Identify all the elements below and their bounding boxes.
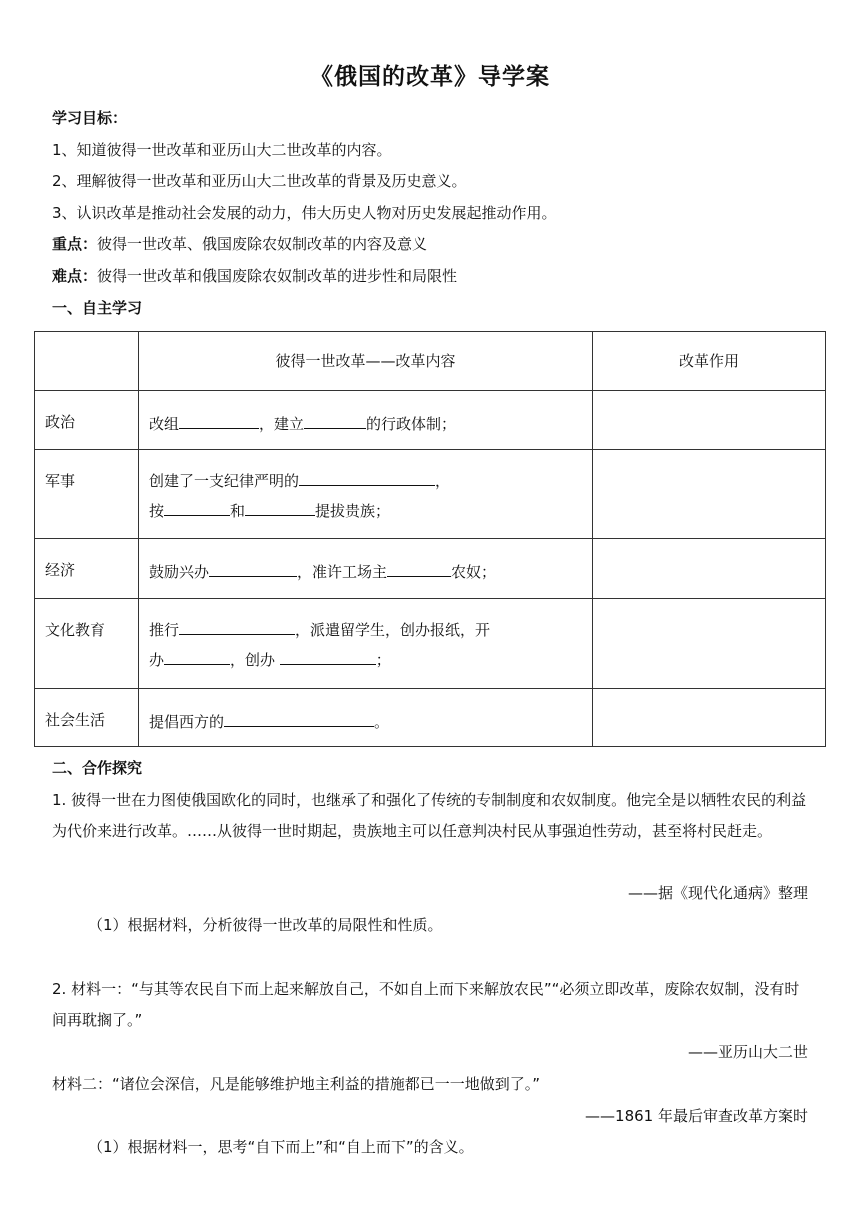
reform-table	[34, 331, 826, 747]
table-header-content: 彼得一世改革——改革内容	[139, 332, 593, 391]
table-header-row	[35, 332, 826, 391]
row-content-society: 提倡西方的 。	[139, 689, 593, 747]
question-2-material2: 材料二：“诸位会深信，凡是能够维护地主利益的措施都已一一地做到了。”	[52, 1075, 541, 1093]
difficult-points-label: 难点：	[52, 267, 98, 285]
key-points-label: 重点：	[52, 235, 98, 253]
objectives-heading: 学习目标：	[52, 109, 128, 127]
key-points-text: 彼得一世改革、俄国废除农奴制改革的内容及意义	[97, 235, 428, 253]
table-row	[35, 689, 826, 747]
row-label-economy: 经济	[35, 539, 139, 599]
fill-blank[interactable]	[280, 648, 376, 665]
table-header-blank	[35, 332, 139, 391]
row-label-society: 社会生活	[35, 689, 139, 747]
section1-heading: 一、自主学习	[52, 299, 143, 317]
fill-blank[interactable]	[179, 412, 259, 429]
row-label-culture: 文化教育	[35, 599, 139, 689]
row-effect-politics[interactable]	[593, 391, 826, 450]
difficult-points	[52, 266, 457, 286]
question-2-text: 2. 材料一：“与其等农民自下而上起来解放自己，不如自上而下来解放农民”“必须立即改革，废除农奴制，没有时间再耽搁了。”	[52, 980, 800, 1029]
objective-item-2: 2、理解彼得一世改革和亚历山大二世改革的背景及历史意义。	[52, 172, 467, 190]
fill-blank[interactable]	[299, 469, 435, 486]
row-content-economy: 鼓励兴办 ，准许工场主 农奴；	[139, 539, 593, 599]
row-content-culture: 推行 ，派遣留学生，创办报纸，开 办 ，创办 ；	[139, 599, 593, 689]
question-1-source: ——据《现代化通病》整理	[627, 884, 808, 902]
question-1-sub1: （1）根据材料，分析彼得一世改革的局限性和性质。	[88, 916, 443, 934]
fill-blank[interactable]	[387, 560, 451, 577]
table-row	[35, 391, 826, 450]
question-2-source2: ——1861 年最后审查改革方案时	[585, 1107, 808, 1125]
fill-blank[interactable]	[164, 499, 230, 516]
row-label-military: 军事	[35, 450, 139, 539]
table-row	[35, 450, 826, 539]
table-row	[35, 599, 826, 689]
row-content-politics: 改组 ，建立 的行政体制；	[139, 391, 593, 450]
row-effect-society[interactable]	[593, 689, 826, 747]
fill-blank[interactable]	[179, 618, 295, 635]
fill-blank[interactable]	[245, 499, 315, 516]
objective-item-1: 1、知道彼得一世改革和亚历山大二世改革的内容。	[52, 141, 392, 159]
fill-blank[interactable]	[209, 560, 297, 577]
row-effect-economy[interactable]	[593, 539, 826, 599]
row-label-politics: 政治	[35, 391, 139, 450]
section2-heading: 二、合作探究	[52, 759, 143, 777]
fill-blank[interactable]	[304, 412, 366, 429]
row-content-military: 创建了一支纪律严明的 ， 按 和 提拔贵族；	[139, 450, 593, 539]
row-effect-military[interactable]	[593, 450, 826, 539]
row-effect-culture[interactable]	[593, 599, 826, 689]
page-title: 《俄国的改革》导学案	[310, 64, 550, 90]
fill-blank[interactable]	[164, 648, 230, 665]
objective-item-3: 3、认识改革是推动社会发展的动力，伟大历史人物对历史发展起推动作用。	[52, 204, 557, 222]
difficult-points-text: 彼得一世改革和俄国废除农奴制改革的进步性和局限性	[97, 267, 458, 285]
question-1-text: 1. 彼得一世在力图使俄国欧化的同时，也继承了和强化了传统的专制制度和农奴制度。他完全是以牺牲农民的利益为代价来进行改革。……从彼得一世时期起，贵族地主可以任意判决村民从事强迫性劳动，甚至将村民赶走。	[52, 791, 807, 840]
question-2-source1: ——亚历山大二世	[687, 1043, 808, 1061]
key-points	[52, 234, 427, 254]
table-row	[35, 539, 826, 599]
fill-blank[interactable]	[224, 710, 374, 727]
question-2-sub1: （1）根据材料一，思考“自下而上”和“自上而下”的含义。	[88, 1138, 474, 1156]
table-header-effect: 改革作用	[593, 332, 826, 391]
